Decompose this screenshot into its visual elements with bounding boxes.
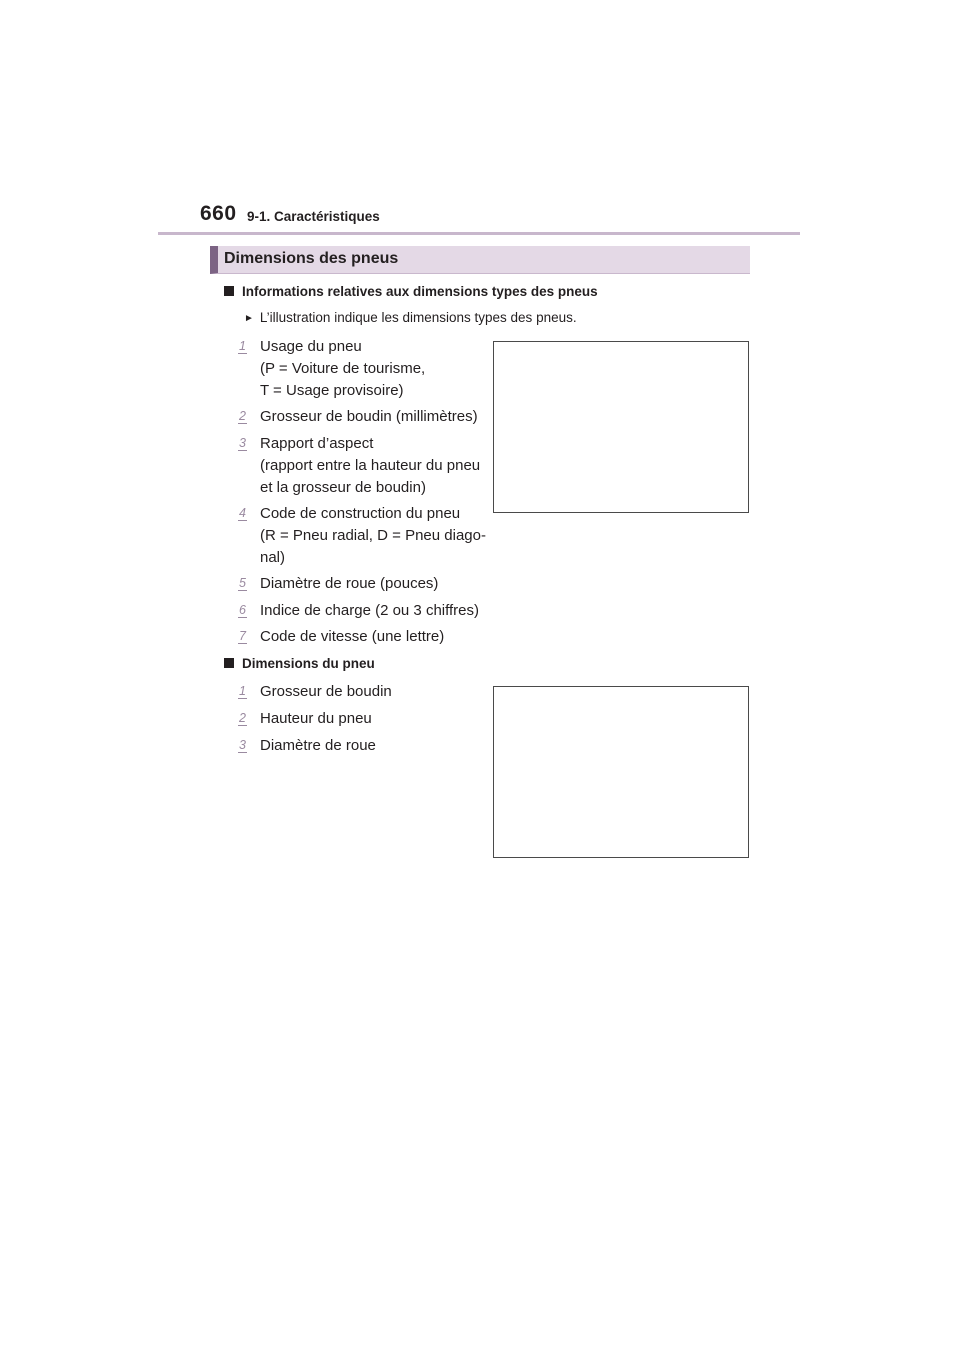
- item-number: 3: [239, 436, 246, 450]
- section-title: Dimensions des pneus: [224, 250, 399, 267]
- item-text: Rapport d’aspect (rapport entre la hauteur du pneu et la grosseur de boudin): [260, 435, 481, 496]
- item-number: 2: [239, 711, 246, 725]
- tire-size-illustration: [493, 341, 749, 513]
- item-text: Grosseur de boudin: [260, 683, 392, 700]
- section-header: [210, 246, 750, 274]
- item-number: 7: [239, 629, 246, 643]
- triangle-bullet-icon: ►: [244, 313, 254, 324]
- header-rule: [158, 232, 800, 235]
- item-number: 1: [239, 339, 246, 353]
- item-number: 6: [239, 603, 246, 617]
- subsection-title: Dimensions du pneu: [242, 656, 375, 671]
- subsection-title: Informations relatives aux dimensions types des pneus: [242, 284, 598, 299]
- item-text: Indice de charge (2 ou 3 chiffres): [260, 602, 480, 619]
- item-text: Hauteur du pneu: [260, 710, 372, 727]
- chapter-title: 9-1. Caractéristiques: [247, 209, 380, 224]
- item-text: Code de vitesse (une lettre): [260, 628, 445, 645]
- item-text: Code de construction du pneu (R = Pneu radial, D = Pneu diago- nal): [260, 505, 486, 566]
- item-text: Diamètre de roue (pouces): [260, 575, 439, 592]
- item-number: 5: [239, 576, 246, 590]
- item-text: Grosseur de boudin (millimètres): [260, 408, 478, 425]
- note-text: L’illustration indique les dimensions types des pneus.: [259, 310, 577, 325]
- subsection-heading-tire-dimensions: [224, 656, 375, 671]
- item-number: 4: [239, 506, 246, 520]
- illustration-note: [244, 310, 577, 325]
- page-number: 660: [200, 202, 237, 225]
- square-bullet-icon: [224, 658, 234, 668]
- square-bullet-icon: [224, 286, 234, 296]
- item-text: Usage du pneu (P = Voiture de tourisme, T = Usage provisoire): [260, 338, 426, 399]
- item-text: Diamètre de roue: [260, 737, 376, 754]
- item-number: 2: [239, 409, 246, 423]
- item-number: 1: [239, 684, 246, 698]
- subsection-heading-typical-dimensions: [224, 284, 598, 299]
- tire-dimensions-illustration: [493, 686, 749, 858]
- item-number: 3: [239, 738, 246, 752]
